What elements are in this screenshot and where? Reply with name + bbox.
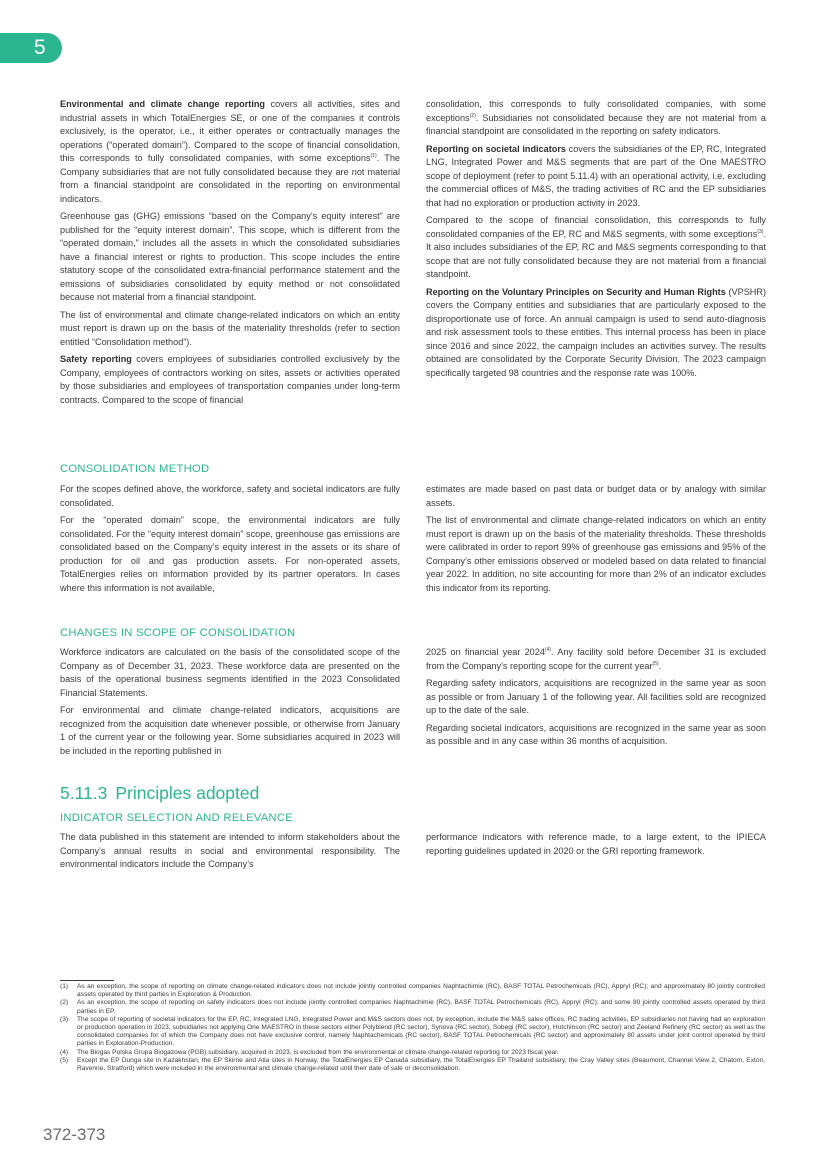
changes-right-column (426, 646, 766, 753)
top-left-column (60, 98, 400, 411)
changes-in-scope-heading: CHANGES IN SCOPE OF CONSOLIDATION (60, 627, 296, 639)
footnote-divider (60, 980, 114, 981)
consolidation-method-heading: CONSOLIDATION METHOD (60, 463, 210, 475)
paragraph: estimates are made based on past data or budget data or by analogy with similar assets. (426, 484, 766, 508)
section-title: Principles adopted (115, 783, 260, 803)
paragraph: 2025 on financial year 2024$^{(4)}$. Any facility sold before December 31 is excluded from the Company’s reporting scope for the current year$^{(5)}$. (426, 646, 766, 671)
consolidation-left-column (60, 483, 400, 599)
footnotes (60, 983, 765, 1073)
principles-title (60, 783, 267, 804)
paragraph: For the “operated domain” scope, the environmental indicators are fully consolidated. For the “equity interest domain” scope, greenhouse gas emissions are consolidated based on the Company’s equity interest in the assets or its share of production for oil and gas production assets. For non-operated assets, TotalEnergies relies on information provided by its partner operators. In cases where this information is not available, (60, 515, 400, 593)
paragraph: For environmental and climate change-related indicators, acquisitions are recognized from the acquisition date whenever possible, or otherwise from January 1 of the current year or the following year. Some subsidiaries acquired in 2023 will be included in the reporting published in (60, 705, 400, 756)
paragraph: The list of environmental and climate change-related indicators on which an entity must report is drawn up on the basis of the materiality thresholds. These thresholds were calibrated in order to report 99% of greenhouse gas emissions and 95% of the Company’s other emissions observed or modeled based on data related to financial year 2022. In addition, no site accounting for more than 2% of an indicator excludes this indicator from its reporting. (426, 515, 766, 593)
chapter-tab: 5 (0, 33, 62, 63)
top-right-column (426, 98, 766, 384)
changes-left-column (60, 646, 400, 762)
principles-right-column (426, 831, 766, 862)
paragraph: The list of environmental and climate change-related indicators on which an entity must report is drawn up on the basis of the materiality thresholds (refer to section entitled “Consolidation method”). (60, 309, 400, 347)
paragraph: Reporting on societal indicators covers the subsidiaries of the EP, RC, Integrated LNG, Integrated Power and M&S segments that are part of the One MAESTRO scope of deployment (refer to point 5.11.4) with an operational activity, i.e. excluding the commercial offices of M&S, the trading activities of RC and the EP subsidiaries that had no exploration or production activity in 2023. (426, 143, 766, 208)
footnote: (4) The Biogas Polska Grupa Biogazowa (PGB) subsidiary, acquired in 2023, is excluded from the environmental or climate change-related reporting for 2023 fiscal year. (60, 1048, 559, 1056)
paragraph: performance indicators with reference made, to a large extent, to the IPIECA reporting guidelines updated in 2020 or the GRI reporting framework. (426, 832, 766, 856)
indicator-selection-heading: INDICATOR SELECTION AND RELEVANCE (60, 812, 294, 824)
paragraph: Regarding societal indicators, acquisitions are recognized in the same year as soon as possible and in any case within 36 months of acquisition. (426, 722, 766, 746)
paragraph: Environmental and climate change reporting covers all activities, sites and industrial assets in which TotalEnergies SE, or one of the companies it controls exclusively, is the operator, i.e., it either operates or contractually manages the operations (“operated domain”). Compared to the scope of financial consolidation, this corresponds to fully consolidated companies, with some exceptions$^{(1)}$. The Company subsidiaries that are not fully consolidated because they are not material from a financial standpoint are consolidated in the reporting on environmental indicators. (60, 99, 400, 204)
principles-left-column (60, 831, 400, 876)
footnote: (5) Except the EP Dunga site in Kazakhstan, the EP Skirne and Atla sites in Norway, the TotalEnergies EP Canada subsidiary, the TotalEnergies EP Thailand subsidiary, the Cray Valley sites (Beaumont, Channel View 2, Chatom, Exton, Ravenne, Stratford) which were included in the environmental and climate change-related until their date of sale or deconsolidation. (60, 1056, 765, 1073)
paragraph: Greenhouse gas (GHG) emissions “based on the Company’s equity interest” are published for the “equity interest domain”. This scope, which is different from the “operated domain,” includes all the assets in which the consolidated subsidiaries have a financial interest or rights to production. This scope includes the entire statutory scope of the consolidated extra-financial performance statement and the emissions of subsidiaries consolidated by equity method or not consolidated because not material from a financial standpoint. (60, 211, 400, 302)
footnote: (2) As an exception, the scope of reporting on safety indicators does not include jointly controlled companies Naphtachimie (RC), BASF TOTAL Petrochemicals (RC), Appryl (RC); and some 80 jointly controlled assets operated by third parties in EP. (60, 999, 765, 1015)
paragraph: Safety reporting covers employees of subsidiaries controlled exclusively by the Company, employees of contractors working on sites, assets or activities operated by those subsidiaries and employees of transportation companies under long-term contracts. Compared to the scope of financial (60, 354, 400, 405)
paragraph: Workforce indicators are calculated on the basis of the consolidated scope of the Company as of December 31, 2023. These workforce data are presented on the basis of the operational business segments identified in the 2023 Consolidated Financial Statements. (60, 647, 400, 698)
footnote: (1) As an exception, the scope of reporting on climate change-related indicators does not include jointly controlled companies Naphtachimie (RC), BASF TOTAL Petrochemicals (RC), Appryl (RC); and approximately 80 jointly controlled assets operated by third parties in Exploration & Production. (60, 983, 765, 999)
paragraph: Compared to the scope of financial consolidation, this corresponds to fully consolidated companies of the EP, RC and M&S segments, with some exceptions$^{(3)}$. It also includes subsidiaries of the EP, RC and M&S segments corresponding to that scope that are not fully consolidated because they are not material from a financial standpoint. (426, 215, 766, 279)
footnote: (3) The scope of reporting of societal indicators for the EP, RC, Integrated LNG, Integrated Power and M&S sectors does not, by exception, include the M&S sales offices, RC trading activities, EP subsidiaries not having had an exploration or production operation in 2023, subsidiaries not applying One MAESTRO in these sectors either Polyblend (RC sector), Synova (RC sector), Sobegi (RC sector), Hutchinson (RC sector) and Zeeland Refinery (RC sector) as well as the consolidated companies for of which the Company does not have exclusive control, namely Naphtachemicals (RC sector), BASF TOTAL Petrochemicals (RC sector) and approximately 80 assets under joint control operated by third parties in Exploration-Production. (60, 1015, 765, 1048)
paragraph: For the scopes defined above, the workforce, safety and societal indicators are fully consolidated. (60, 484, 400, 508)
paragraph: The data published in this statement are intended to inform stakeholders about the Company’s annual results in social and environmental responsibility. The environmental indicators include the Company’s (60, 832, 400, 869)
paragraph: Reporting on the Voluntary Principles on Security and Human Rights (VPSHR) covers the Company entities and subsidiaries that are particularly exposed to the disproportionate use of force. An annual campaign is used to send auto-diagnosis and risk assessment tools to these entities. This internal process has been in place since 2016 and since 2022, the campaign includes an activities survey. The results obtained are consolidated by the Corporate Security Division. The 2023 campaign specifically targeted 98 countries and the response rate was 100%. (426, 286, 766, 378)
paragraph: consolidation, this corresponds to fully consolidated companies, with some exceptions$^{(2)}$. Subsidiaries not consolidated because they are not material from a financial standpoint are consolidated in the reporting on safety indicators. (426, 99, 766, 136)
page-number: 372-373 (43, 1125, 106, 1144)
consolidation-right-column (426, 483, 766, 599)
paragraph: Regarding safety indicators, acquisitions are recognized in the same year as soon as possible or from January 1 of the following year. All facilities sold are recognized up to the date of the sale. (426, 678, 766, 715)
section-number: 5.11.3 (60, 783, 108, 803)
